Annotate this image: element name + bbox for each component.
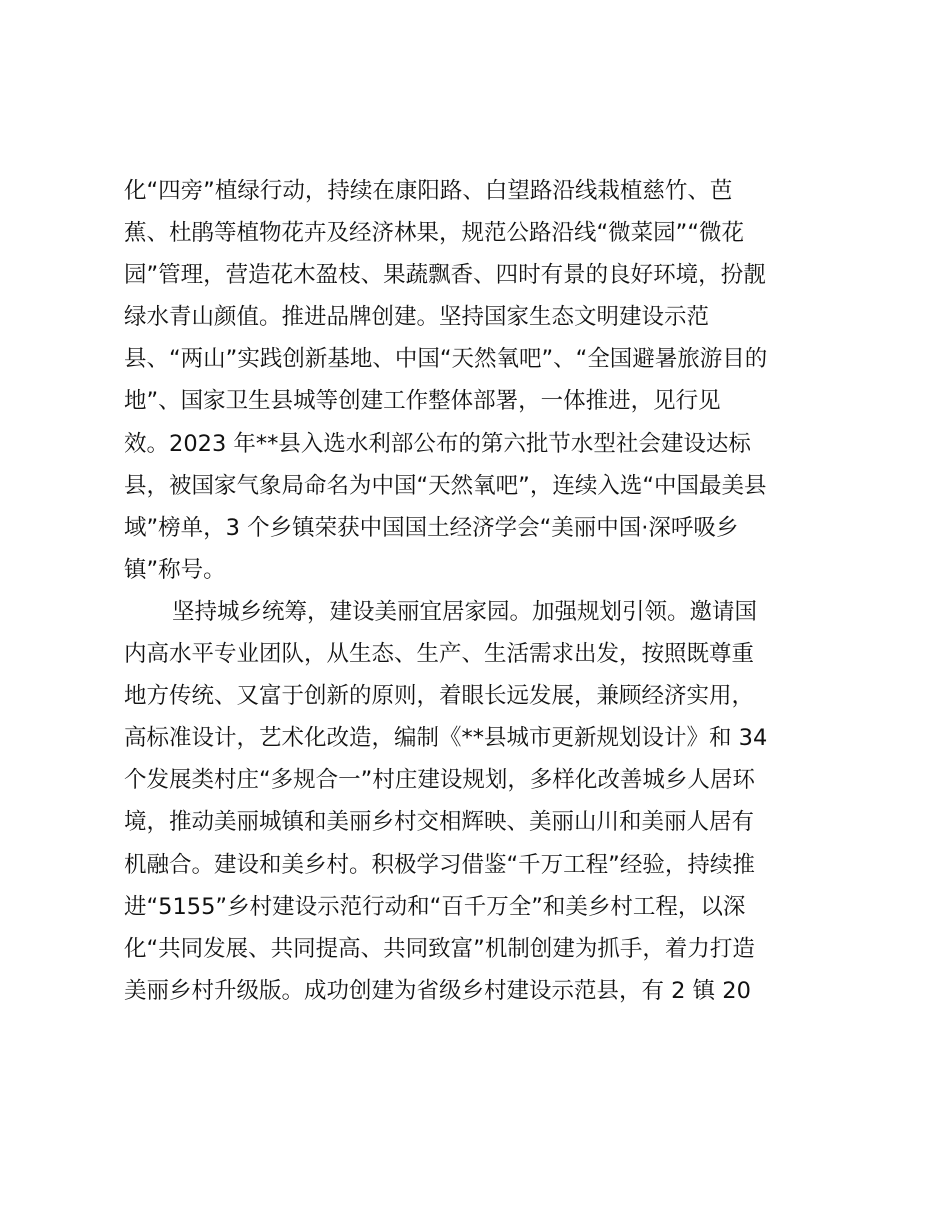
text-line: 县，被国家气象局命名为中国“天然氧吧”，连续入选“中国最美县 bbox=[124, 472, 767, 499]
text-line: 地”、国家卫生县城等创建工作整体部署，一体推进，见行见 bbox=[124, 388, 721, 415]
text-line: 绿水青山颜值。推进品牌创建。坚持国家生态文明建设示范 bbox=[124, 304, 710, 331]
text-line: 化“四旁”植绿行动，持续在康阳路、白望路沿线栽植慈竹、芭 bbox=[124, 178, 733, 204]
paragraph-continued bbox=[124, 170, 844, 591]
text-line: 域”榜单，3 个乡镇荣获中国国土经济学会“美丽中国·深呼吸乡 bbox=[124, 514, 739, 541]
text-line: 高标准设计，艺术化改造，编制《**县城市更新规划设计》和 34 bbox=[124, 725, 768, 752]
text-line: 进“5155”乡村建设示范行动和“百千万全”和美乡村工程，以深 bbox=[124, 893, 746, 920]
text-line: 镇”称号。 bbox=[124, 556, 226, 583]
document-body bbox=[124, 170, 844, 1012]
text-line: 个发展类村庄“多规合一”村庄建设规划，多样化改善城乡人居环 bbox=[124, 767, 755, 794]
text-line: 美丽乡村升级版。成功创建为省级乡村建设示范县，有 2 镇 20 bbox=[124, 977, 751, 1004]
text-line: 效。2023 年**县入选水利部公布的第六批节水型社会建设达标 bbox=[124, 430, 751, 457]
text-line: 地方传统、又富于创新的原则，着眼长远发展，兼顾经济实用， bbox=[124, 683, 755, 710]
text-line: 机融合。建设和美乡村。积极学习借鉴“千万工程”经验，持续推 bbox=[124, 851, 755, 878]
text-line-first: 坚持城乡统筹，建设美丽宜居家园。加强规划引领。邀请国 bbox=[172, 598, 758, 625]
text-line: 蕉、杜鹃等植物花卉及经济林果，规范公路沿线“微菜园”“微花 bbox=[124, 220, 744, 247]
paragraph-urban-rural bbox=[124, 591, 844, 1012]
text-line: 境，推动美丽城镇和美丽乡村交相辉映、美丽山川和美丽人居有 bbox=[124, 809, 755, 836]
text-line: 园”管理，营造花木盈枝、果蔬飘香、四时有景的良好环境，扮靓 bbox=[124, 262, 766, 289]
text-line: 内高水平专业团队，从生态、生产、生活需求出发，按照既尊重 bbox=[124, 641, 755, 668]
text-line: 化“共同发展、共同提高、共同致富”机制创建为抓手，着力打造 bbox=[124, 935, 755, 962]
text-line: 县、“两山”实践创新基地、中国“天然氧吧”、“全国避暑旅游目的 bbox=[124, 346, 768, 373]
